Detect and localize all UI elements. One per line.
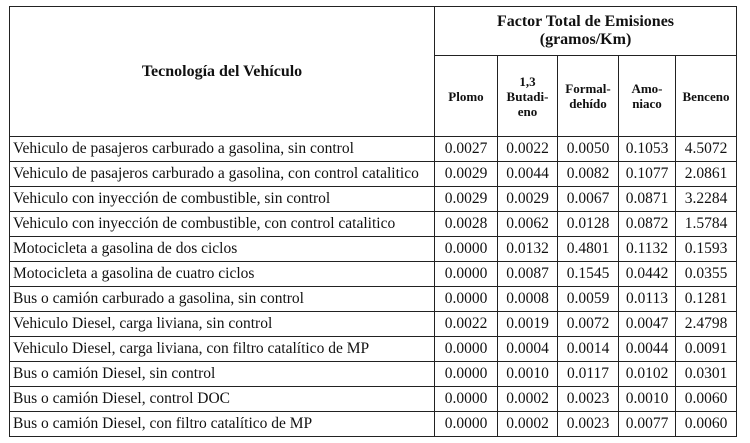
value-cell-formaldehido: 0.0014: [558, 337, 619, 362]
value-cell-butadieno: 0.0010: [498, 362, 558, 387]
value-cell-butadieno: 0.0019: [498, 312, 558, 337]
table-row: [10, 262, 737, 287]
technology-cell: Vehiculo de pasajeros carburado a gasolina, sin control: [10, 137, 435, 162]
table-row: [10, 312, 737, 337]
value-cell-benceno: 4.5072: [676, 137, 737, 162]
value-cell-butadieno: 0.0087: [498, 262, 558, 287]
value-cell-butadieno: 0.0002: [498, 412, 558, 437]
column-header-amoniaco: [619, 56, 676, 137]
value-cell-formaldehido: 0.0082: [558, 162, 619, 187]
table-body: [10, 137, 737, 437]
technology-cell: Bus o camión Diesel, sin control: [10, 362, 435, 387]
value-cell-formaldehido: 0.4801: [558, 237, 619, 262]
technology-cell: Vehiculo con inyección de combustible, sin control: [10, 187, 435, 212]
column-header-line: Plomo: [448, 88, 484, 104]
value-cell-plomo: 0.0000: [435, 362, 498, 387]
value-cell-formaldehido: 0.0023: [558, 412, 619, 437]
table-row: [10, 162, 737, 187]
value-cell-benceno: 0.1281: [676, 287, 737, 312]
value-cell-plomo: 0.0000: [435, 262, 498, 287]
column-header-line: Amo-: [631, 81, 663, 96]
table-row: [10, 362, 737, 387]
column-header-butadieno: [498, 56, 558, 137]
value-cell-benceno: 1.5784: [676, 212, 737, 237]
value-cell-amoniaco: 0.1077: [619, 162, 676, 187]
table-row: [10, 237, 737, 262]
table-row: [10, 287, 737, 312]
value-cell-formaldehido: 0.0050: [558, 137, 619, 162]
technology-header: Tecnología del Vehículo: [10, 7, 435, 137]
column-header-line: Butadi-: [506, 88, 549, 104]
value-cell-plomo: 0.0000: [435, 237, 498, 262]
value-cell-formaldehido: 0.0059: [558, 287, 619, 312]
emission-factors-table: [9, 6, 737, 437]
value-cell-amoniaco: 0.1132: [619, 237, 676, 262]
value-cell-formaldehido: 0.0117: [558, 362, 619, 387]
group-header-line1: Factor Total de Emisiones: [496, 13, 675, 30]
value-cell-benceno: 3.2284: [676, 187, 737, 212]
technology-cell: Bus o camión Diesel, con filtro catalítico de MP: [10, 412, 435, 437]
technology-cell: Vehiculo con inyección de combustible, con control catalitico: [10, 212, 435, 237]
table-row: [10, 187, 737, 212]
header-row-group: [10, 7, 737, 56]
value-cell-formaldehido: 0.0023: [558, 387, 619, 412]
value-cell-formaldehido: 0.1545: [558, 262, 619, 287]
value-cell-amoniaco: 0.0113: [619, 287, 676, 312]
value-cell-amoniaco: 0.0872: [619, 212, 676, 237]
value-cell-amoniaco: 0.0442: [619, 262, 676, 287]
value-cell-formaldehido: 0.0067: [558, 187, 619, 212]
column-header-line: eno: [517, 103, 538, 119]
value-cell-butadieno: 0.0004: [498, 337, 558, 362]
value-cell-formaldehido: 0.0128: [558, 212, 619, 237]
value-cell-benceno: 0.0060: [676, 387, 737, 412]
value-cell-plomo: 0.0027: [435, 137, 498, 162]
table-row: [10, 212, 737, 237]
table-row: [10, 412, 737, 437]
column-header-line: niaco: [632, 96, 662, 111]
value-cell-plomo: 0.0022: [435, 312, 498, 337]
column-header-line: Formal-: [565, 81, 611, 96]
column-header-formaldehido: [558, 56, 619, 137]
column-header-line: dehído: [569, 96, 607, 111]
value-cell-plomo: 0.0000: [435, 287, 498, 312]
value-cell-amoniaco: 0.0077: [619, 412, 676, 437]
value-cell-butadieno: 0.0062: [498, 212, 558, 237]
value-cell-butadieno: 0.0132: [498, 237, 558, 262]
technology-cell: Bus o camión carburado a gasolina, sin control: [10, 287, 435, 312]
value-cell-amoniaco: 0.0871: [619, 187, 676, 212]
column-header-benceno: [676, 56, 737, 137]
column-header-plomo: [435, 56, 498, 137]
column-header-line: Benceno: [682, 88, 730, 104]
value-cell-benceno: 2.0861: [676, 162, 737, 187]
value-cell-butadieno: 0.0029: [498, 187, 558, 212]
technology-cell: Vehiculo Diesel, carga liviana, con filtro catalítico de MP: [10, 337, 435, 362]
value-cell-butadieno: 0.0008: [498, 287, 558, 312]
value-cell-benceno: 0.1593: [676, 237, 737, 262]
value-cell-benceno: 0.0060: [676, 412, 737, 437]
table-row: [10, 387, 737, 412]
technology-cell: Vehiculo Diesel, carga liviana, sin control: [10, 312, 435, 337]
value-cell-plomo: 0.0029: [435, 187, 498, 212]
value-cell-amoniaco: 0.0044: [619, 337, 676, 362]
value-cell-plomo: 0.0000: [435, 387, 498, 412]
technology-cell: Bus o camión Diesel, control DOC: [10, 387, 435, 412]
technology-cell: Motocicleta a gasolina de cuatro ciclos: [10, 262, 435, 287]
value-cell-plomo: 0.0000: [435, 337, 498, 362]
column-header-line: 1,3: [519, 73, 536, 89]
value-cell-benceno: 0.0301: [676, 362, 737, 387]
value-cell-butadieno: 0.0022: [498, 137, 558, 162]
value-cell-amoniaco: 0.1053: [619, 137, 676, 162]
technology-cell: Motocicleta a gasolina de dos ciclos: [10, 237, 435, 262]
value-cell-formaldehido: 0.0072: [558, 312, 619, 337]
table-row: [10, 137, 737, 162]
value-cell-amoniaco: 0.0047: [619, 312, 676, 337]
value-cell-plomo: 0.0029: [435, 162, 498, 187]
value-cell-amoniaco: 0.0010: [619, 387, 676, 412]
value-cell-amoniaco: 0.0102: [619, 362, 676, 387]
value-cell-benceno: 2.4798: [676, 312, 737, 337]
value-cell-plomo: 0.0000: [435, 412, 498, 437]
value-cell-benceno: 0.0091: [676, 337, 737, 362]
value-cell-butadieno: 0.0002: [498, 387, 558, 412]
emission-factor-group-header: [435, 7, 737, 56]
group-header-line2: (gramos/Km): [539, 31, 632, 48]
value-cell-plomo: 0.0028: [435, 212, 498, 237]
table-row: [10, 337, 737, 362]
value-cell-butadieno: 0.0044: [498, 162, 558, 187]
technology-cell: Vehiculo de pasajeros carburado a gasolina, con control catalitico: [10, 162, 435, 187]
value-cell-benceno: 0.0355: [676, 262, 737, 287]
